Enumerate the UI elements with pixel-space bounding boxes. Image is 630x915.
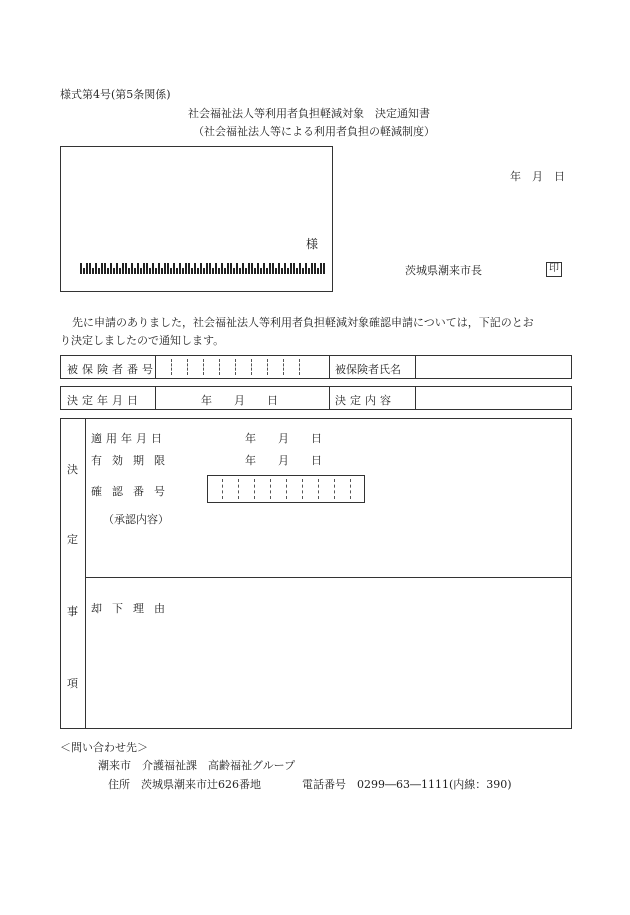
barcode-bar <box>119 268 121 274</box>
barcode-bar <box>161 268 163 274</box>
barcode-bar <box>194 263 196 274</box>
barcode-bar <box>83 268 85 274</box>
barcode-bar <box>179 263 181 274</box>
barcode-bar <box>221 263 223 274</box>
barcode-bar <box>311 263 313 274</box>
barcode-bar <box>314 263 316 274</box>
approval-content-label: （承認内容） <box>103 513 169 526</box>
barcode-bar <box>137 263 139 274</box>
contact-heading: ＜問い合わせ先＞ <box>60 741 148 754</box>
barcode-bar <box>107 268 109 274</box>
side-label-4: 項 <box>67 677 78 690</box>
barcode-bar <box>257 263 259 274</box>
contact-department: 潮来市 介護福祉課 高齢福祉グループ <box>98 759 296 772</box>
decision-date-label: 決定年月日 <box>67 394 142 407</box>
barcode-bar <box>164 263 166 274</box>
barcode-bar <box>200 263 202 274</box>
barcode-bar <box>293 263 295 274</box>
side-label-2: 定 <box>67 533 78 546</box>
barcode-bar <box>128 268 130 274</box>
barcode-bar <box>218 268 220 274</box>
barcode-bar <box>215 263 217 274</box>
barcode-bar <box>239 268 241 274</box>
barcode-bar <box>263 263 265 274</box>
apply-date-label: 適用年月日 <box>91 432 166 445</box>
barcode-bar <box>269 263 271 274</box>
barcode-bar <box>236 263 238 274</box>
insured-number-label: 被保険者番号 <box>67 363 157 376</box>
decision-date-value: 年 月 日 <box>201 394 278 407</box>
validity-label: 有効期限 <box>91 454 175 467</box>
barcode-bar <box>113 268 115 274</box>
decision-content-label: 決定内容 <box>335 394 395 407</box>
barcode-bar <box>86 263 88 274</box>
barcode-bar <box>272 263 274 274</box>
barcode-bar <box>209 263 211 274</box>
barcode-bar <box>173 263 175 274</box>
barcode-bar <box>266 268 268 274</box>
barcode-bar <box>95 263 97 274</box>
barcode-bar <box>290 263 292 274</box>
barcode-bar <box>158 263 160 274</box>
barcode-bar <box>281 268 283 274</box>
honorific-sama: 様 <box>305 237 318 251</box>
barcode-bar <box>188 263 190 274</box>
barcode-bar <box>233 268 235 274</box>
decision-date-row <box>60 386 572 410</box>
barcode-bar <box>284 263 286 274</box>
confirm-number-box <box>207 475 365 503</box>
barcode-bar <box>92 268 94 274</box>
document-title: 社会福祉法人等利用者負担軽減対象 決定通知書 <box>188 107 430 120</box>
barcode-bar <box>260 268 262 274</box>
barcode-bar <box>206 263 208 274</box>
seal-mark: 印 <box>546 262 562 277</box>
barcode-bar <box>242 263 244 274</box>
barcode-bar <box>116 263 118 274</box>
barcode-bar <box>323 263 325 274</box>
barcode-bar <box>248 263 250 274</box>
barcode-bar <box>170 268 172 274</box>
barcode-bar <box>224 268 226 274</box>
contact-address: 住所 茨城県潮来市辻626番地 <box>108 778 261 791</box>
barcode-bar <box>80 263 82 274</box>
barcode-bar <box>317 268 319 274</box>
barcode-bar <box>254 268 256 274</box>
contact-phone: 電話番号 0299―63―1111(内線：390) <box>302 778 512 791</box>
barcode-bar <box>104 263 106 274</box>
barcode-bar <box>191 268 193 274</box>
apply-date-value: 年 月 日 <box>245 432 322 445</box>
body-text-line-1: 先に申請のありました，社会福祉法人等利用者負担軽減対象確認申請については，下記のとお <box>72 316 534 329</box>
barcode-bar <box>203 268 205 274</box>
barcode-bar <box>212 268 214 274</box>
barcode-bar <box>227 263 229 274</box>
side-label-3: 事 <box>67 605 78 618</box>
barcode-bar <box>122 263 124 274</box>
barcode-bar <box>101 263 103 274</box>
issuer-name: 茨城県潮来市長 <box>405 264 482 277</box>
barcode-bar <box>287 268 289 274</box>
barcode-bar <box>152 263 154 274</box>
barcode-bar <box>110 263 112 274</box>
barcode-bar <box>134 268 136 274</box>
barcode-bar <box>185 263 187 274</box>
barcode-bar <box>155 268 157 274</box>
barcode-bar <box>302 268 304 274</box>
side-label-1: 決 <box>67 463 78 476</box>
barcode-bar <box>125 263 127 274</box>
barcode-bar <box>308 268 310 274</box>
barcode-bar <box>230 263 232 274</box>
barcode-bar <box>143 263 145 274</box>
insured-name-label: 被保険者氏名 <box>335 363 401 376</box>
barcode-bar <box>251 263 253 274</box>
barcode-bar <box>89 263 91 274</box>
barcode-bar <box>140 268 142 274</box>
barcode-bar <box>320 263 322 274</box>
barcode-bar <box>296 268 298 274</box>
barcode-bar <box>131 263 133 274</box>
barcode-bar <box>275 268 277 274</box>
body-text-line-2: り決定しましたので通知します。 <box>60 334 225 347</box>
decision-matters-block <box>60 418 572 729</box>
barcode-bar <box>278 263 280 274</box>
barcode-bar <box>176 268 178 274</box>
barcode-bar <box>305 263 307 274</box>
validity-value: 年 月 日 <box>245 454 322 467</box>
confirm-number-label: 確認番号 <box>91 485 175 498</box>
barcode-bar <box>197 268 199 274</box>
rejection-reason-label: 却下理由 <box>91 602 175 615</box>
document-subtitle: （社会福祉法人等による利用者負担の軽減制度） <box>193 125 435 138</box>
barcode-bar <box>299 263 301 274</box>
barcode-bar <box>146 263 148 274</box>
barcode-bar <box>245 268 247 274</box>
barcode-bar <box>149 268 151 274</box>
insured-info-row <box>60 355 572 379</box>
issue-date: 年 月 日 <box>510 170 565 183</box>
form-number-label: 様式第4号(第5条関係) <box>60 88 171 101</box>
barcode-bar <box>167 263 169 274</box>
barcode-bar <box>182 268 184 274</box>
barcode-bar <box>98 268 100 274</box>
customer-barcode <box>80 262 325 274</box>
